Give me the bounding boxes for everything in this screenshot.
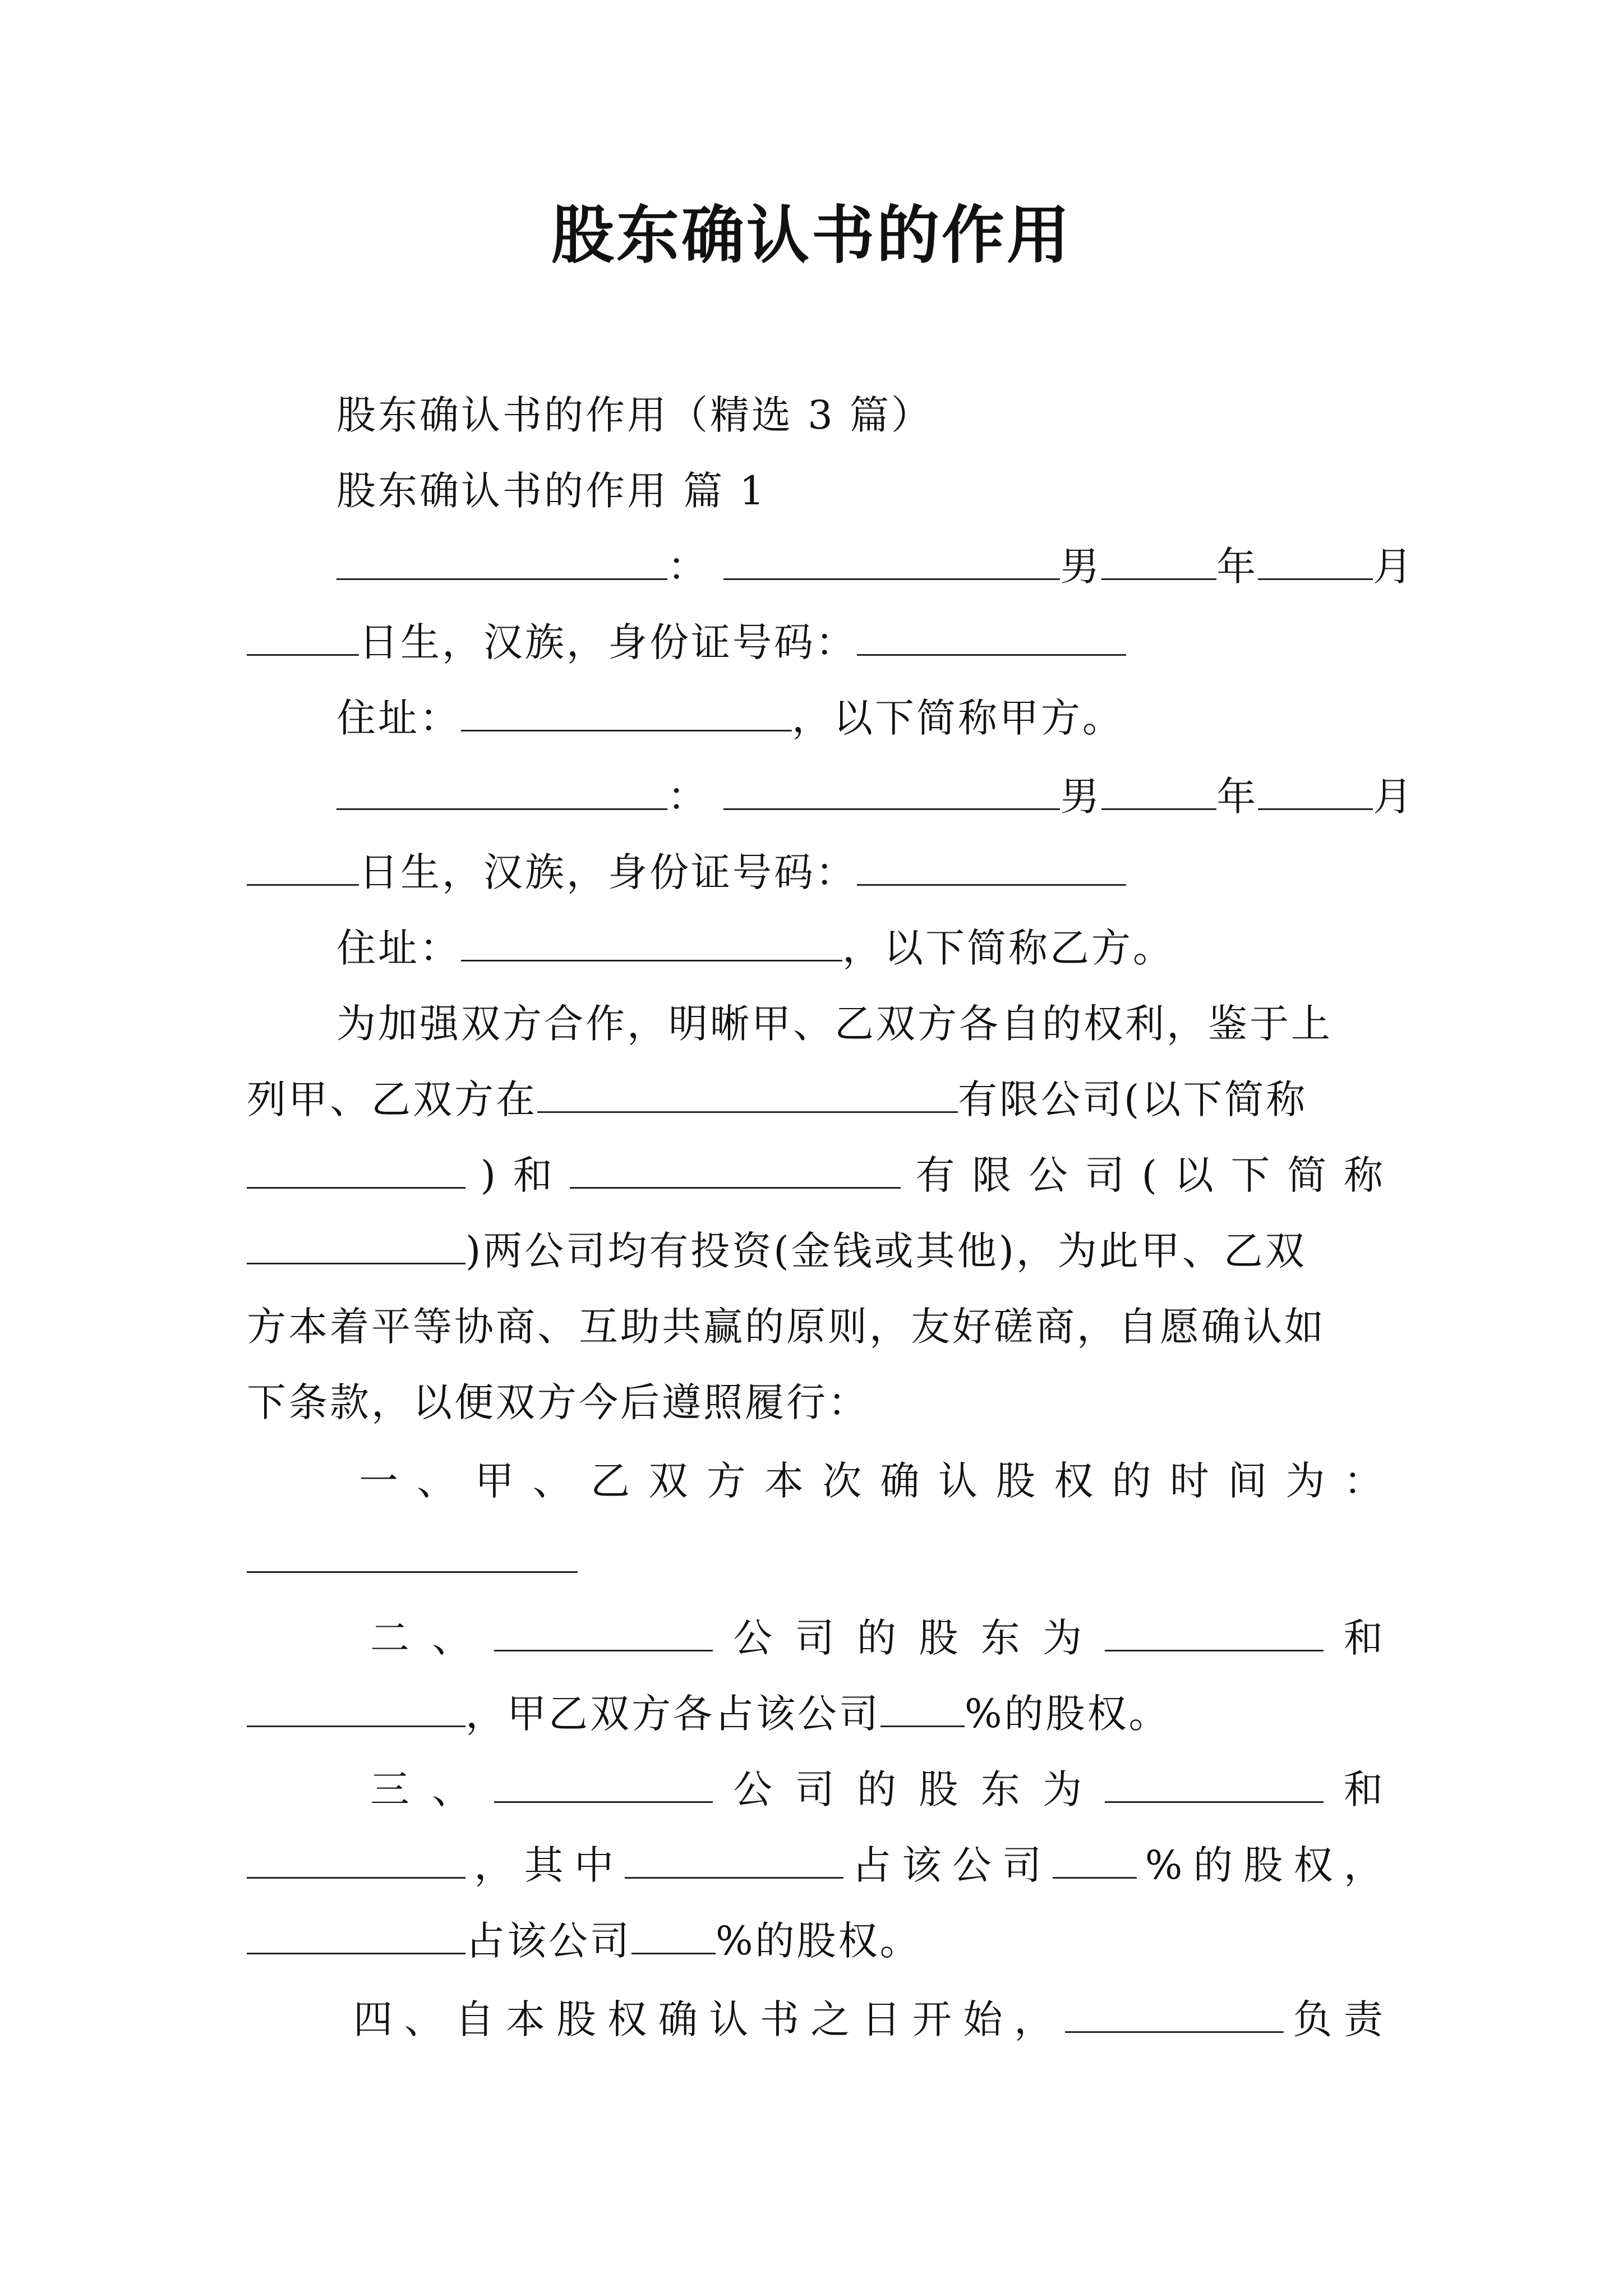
address-label: 住址： [336, 695, 461, 741]
char-text: 、 [417, 1458, 459, 1504]
blank-field[interactable] [461, 693, 792, 731]
char-text: 司 [795, 1766, 837, 1812]
party-a-line-2 [247, 614, 1385, 670]
char-text: 为 [1043, 1615, 1085, 1661]
party-b-address [336, 920, 1385, 976]
colon-text: ： [667, 774, 709, 820]
colon-text: ： [667, 544, 709, 590]
char-text: 司 [1085, 1152, 1127, 1198]
item-2-line-2 [247, 1686, 1385, 1742]
char-text: 二 [370, 1615, 412, 1661]
intro-line-3 [247, 1147, 1385, 1203]
blank-field[interactable] [336, 771, 667, 810]
intro-line-2 [247, 1071, 1385, 1128]
blank-field[interactable] [461, 923, 842, 961]
item-3-line-2 [247, 1837, 1385, 1893]
year-text: 年 [1216, 544, 1258, 590]
document-title: 股东确认书的作用 [551, 199, 1072, 272]
char-text: 股 [996, 1458, 1038, 1504]
item-text: ，甲乙双方各占该公司 [465, 1691, 880, 1737]
char-text: 确 [880, 1458, 922, 1504]
item-text: %的股权。 [965, 1691, 1170, 1737]
and-text: 和 [513, 1152, 555, 1198]
birth-id-text: 日生，汉族，身份证号码： [359, 619, 857, 665]
section-heading: 股东确认书的作用 篇 1 [336, 468, 767, 514]
blank-field[interactable] [247, 1534, 578, 1573]
blank-field[interactable] [1258, 771, 1373, 810]
char-text: 之 [810, 1996, 852, 2042]
blank-field[interactable] [1105, 1764, 1324, 1803]
blank-field[interactable] [247, 1916, 465, 1954]
char-text: 权 [607, 1996, 649, 2042]
char-text: 有 [915, 1152, 957, 1198]
subtitle: 股东确认书的作用（精选 3 篇） [336, 392, 933, 438]
blank-field[interactable] [537, 1074, 958, 1113]
char-text: 其 [524, 1842, 566, 1888]
char-text: 为 [1285, 1458, 1327, 1504]
char-text: 次 [822, 1458, 864, 1504]
char-text: 东 [980, 1766, 1022, 1812]
blank-field[interactable] [857, 847, 1126, 886]
item-3-line-3 [247, 1913, 1385, 1969]
char-text: 时 [1169, 1458, 1211, 1504]
paren-text: ) [480, 1152, 499, 1198]
blank-field[interactable] [247, 1688, 465, 1727]
char-text: 权 [1054, 1458, 1096, 1504]
char-text: 的 [1193, 1842, 1235, 1888]
gender-text: 男 [1060, 774, 1102, 820]
intro-line-6: 下条款，以便双方今后遵照履行： [247, 1379, 869, 1425]
char-text: 始 [963, 1996, 1005, 2042]
party-b-line-1 [336, 769, 1415, 825]
char-text: 和 [1343, 1766, 1385, 1812]
char-text: 确 [658, 1996, 700, 2042]
char-text: 的 [856, 1766, 898, 1812]
intro-text: )两公司均有投资(金钱或其他)，为此甲、乙双 [465, 1228, 1307, 1274]
char-text: ， [1014, 1996, 1056, 2042]
party-b-suffix: ，以下简称乙方。 [842, 925, 1174, 971]
char-text: 间 [1228, 1458, 1270, 1504]
blank-field[interactable] [880, 1688, 965, 1727]
char-text: 和 [1343, 1615, 1385, 1661]
char-text: 股 [556, 1996, 598, 2042]
year-text: 年 [1216, 774, 1258, 820]
char-text: 、 [432, 1766, 474, 1812]
birth-id-text: 日生，汉族，身份证号码： [359, 849, 857, 895]
blank-field[interactable] [247, 1226, 465, 1264]
gender-text: 男 [1060, 544, 1102, 590]
char-text: 自 [455, 1996, 497, 2042]
item-4-line-1 [353, 1991, 1385, 2047]
intro-text: 有限公司(以下简称 [958, 1076, 1308, 1122]
char-text: 开 [912, 1996, 954, 2042]
item-text: %的股权。 [716, 1918, 921, 1964]
address-label: 住址： [336, 925, 461, 971]
blank-field[interactable] [1105, 1613, 1324, 1651]
intro-text: 列甲、乙双方在 [247, 1076, 537, 1122]
blank-field[interactable] [494, 1764, 713, 1803]
char-text: 、 [404, 1996, 446, 2042]
char-text: 公 [1029, 1152, 1070, 1198]
char-text: 公 [733, 1615, 775, 1661]
party-b-line-2 [247, 844, 1385, 900]
char-text: 东 [980, 1615, 1022, 1661]
blank-field[interactable] [857, 617, 1126, 656]
blank-field[interactable] [1101, 541, 1216, 580]
blank-field[interactable] [247, 847, 359, 886]
char-text: 负 [1293, 1996, 1335, 2042]
blank-field[interactable] [631, 1916, 716, 1954]
char-text: 本 [764, 1458, 806, 1504]
char-text: 股 [1243, 1842, 1285, 1888]
intro-line-1: 为加强双方合作，明晰甲、乙双方各自的权利，鉴于上 [336, 1001, 1332, 1047]
char-text: 限 [972, 1152, 1014, 1198]
blank-field[interactable] [1258, 541, 1373, 580]
intro-line-4 [247, 1223, 1385, 1279]
char-text: 下 [1230, 1152, 1272, 1198]
blank-field[interactable] [336, 541, 667, 580]
item-2-line-1 [370, 1610, 1385, 1666]
char-text: 的 [856, 1615, 898, 1661]
item-text: 占该公司 [465, 1918, 631, 1964]
char-text: 三 [370, 1766, 412, 1812]
item-1-line-2 [247, 1531, 1385, 1588]
blank-field[interactable] [247, 617, 359, 656]
char-text: ， [1343, 1842, 1385, 1888]
char-text: 书 [760, 1996, 801, 2042]
char-text: 四 [353, 1996, 395, 2042]
char-text: % [1145, 1842, 1185, 1888]
item-3-line-1 [370, 1761, 1385, 1818]
char-text: 、 [532, 1458, 574, 1504]
char-text: 为 [1043, 1766, 1085, 1812]
month-text: 月 [1373, 544, 1415, 590]
char-text: 、 [432, 1615, 474, 1661]
char-text: 简 [1287, 1152, 1329, 1198]
char-text: 以 [1174, 1152, 1216, 1198]
party-a-suffix: ，以下简称甲方。 [792, 695, 1124, 741]
month-text: 月 [1373, 774, 1415, 820]
char-text: 公 [733, 1766, 775, 1812]
char-text: 股 [919, 1766, 961, 1812]
blank-field[interactable] [625, 1840, 843, 1879]
char-text: 方 [706, 1458, 748, 1504]
char-text: 司 [795, 1615, 837, 1661]
char-text: 乙 [591, 1458, 633, 1504]
char-text: ， [474, 1842, 516, 1888]
char-text: 该 [902, 1842, 944, 1888]
char-text: 公 [952, 1842, 994, 1888]
blank-field[interactable] [1101, 771, 1216, 810]
char-text: 的 [1112, 1458, 1154, 1504]
party-a-address [336, 690, 1385, 746]
blank-field[interactable] [1053, 1840, 1137, 1879]
char-text: 股 [919, 1615, 961, 1661]
char-text: 中 [574, 1842, 616, 1888]
char-text: 本 [505, 1996, 547, 2042]
char-text: 日 [861, 1996, 903, 2042]
item-1-line-1 [359, 1453, 1385, 1509]
intro-line-5: 方本着平等协商、互助共赢的原则，友好磋商，自愿确认如 [247, 1304, 1326, 1350]
blank-field[interactable] [247, 1840, 465, 1879]
blank-field[interactable] [247, 1150, 465, 1189]
char-text: ( [1141, 1152, 1159, 1198]
char-text: 责 [1344, 1996, 1385, 2042]
char-text: 权 [1293, 1842, 1335, 1888]
blank-field[interactable] [723, 541, 1060, 580]
char-text: 称 [1344, 1152, 1385, 1198]
blank-field[interactable] [1065, 1994, 1284, 2033]
char-text: 司 [1002, 1842, 1044, 1888]
blank-field[interactable] [570, 1150, 901, 1189]
char-text: 占 [851, 1842, 893, 1888]
char-text: ： [1343, 1458, 1385, 1504]
blank-field[interactable] [723, 771, 1060, 810]
party-a-line-1 [336, 539, 1415, 595]
char-text: 认 [938, 1458, 980, 1504]
blank-field[interactable] [494, 1613, 713, 1651]
char-text: 一 [359, 1458, 400, 1504]
char-text: 甲 [474, 1458, 517, 1504]
char-text: 双 [648, 1458, 690, 1504]
char-text: 认 [709, 1996, 751, 2042]
